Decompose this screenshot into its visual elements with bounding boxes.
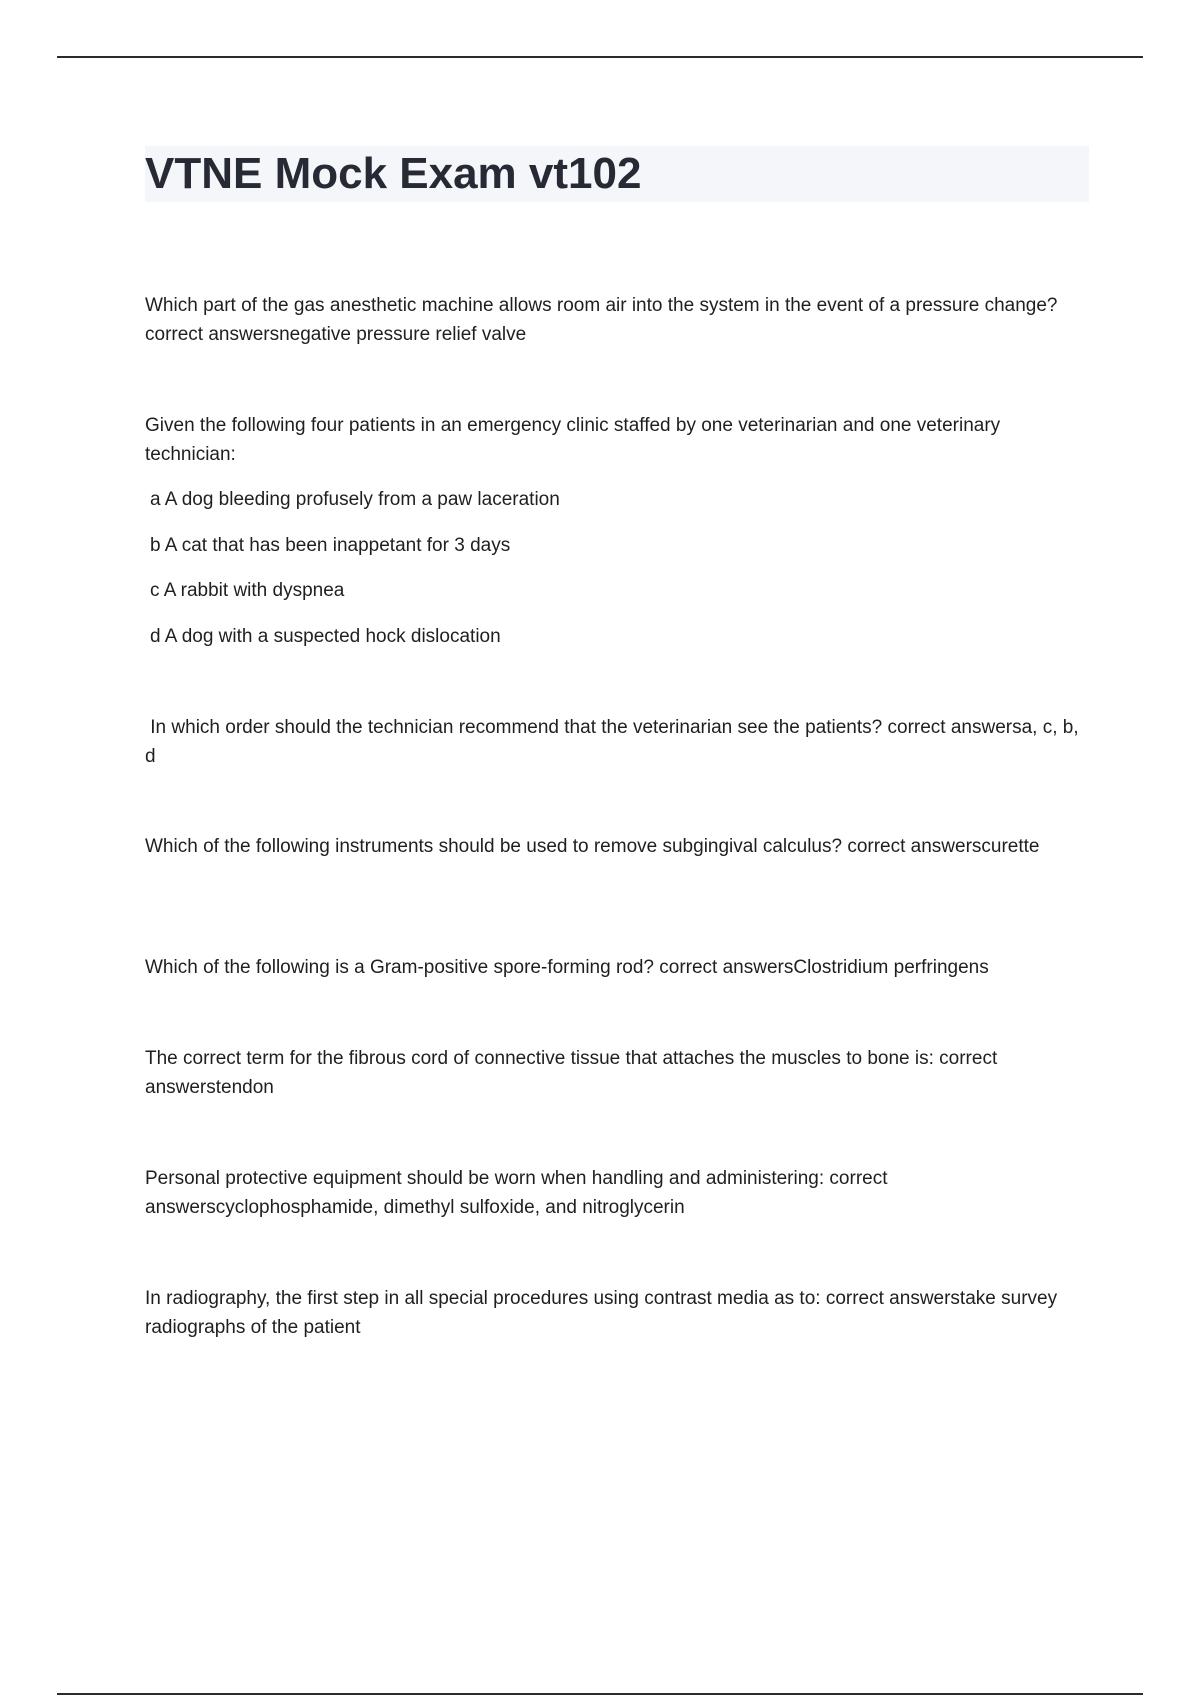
bottom-rule [57,1693,1143,1695]
option-a: a A dog bleeding profusely from a paw laceration [150,489,560,510]
question-1: Which part of the gas anesthetic machine allows room air into the system in the event of a pressure change? correct answersnegative pressure relief valve [145,295,1058,345]
question-3: Which of the following instruments should be used to remove subgingival calculus? correct answerscurette [145,836,1040,857]
option-b: b A cat that has been inappetant for 3 days [150,535,511,556]
option-d: d A dog with a suspected hock dislocation [150,626,501,647]
question-6: Personal protective equipment should be worn when handling and administering: correct answerscyclophosphamide, dimethyl sulfoxide, and nitroglycerin [145,1168,888,1218]
question-7: In radiography, the first step in all special procedures using contrast media as to: correct answerstake survey radiographs of the patient [145,1288,1058,1338]
question-2-intro: Given the following four patients in an emergency clinic staffed by one veterinarian and one veterinary technician: [145,415,1001,465]
document-title: VTNE Mock Exam vt102 [145,149,642,198]
question-5: The correct term for the fibrous cord of connective tissue that attaches the muscles to bone is: correct answerstendon [145,1048,998,1098]
option-c: c A rabbit with dyspnea [150,580,345,601]
question-4: Which of the following is a Gram-positive spore-forming rod? correct answersClostridium perfringens [145,957,989,978]
question-2-prompt: In which order should the technician recommend that the veterinarian see the patients? correct answersa, c, b, d [145,717,1084,767]
top-rule [57,56,1143,58]
